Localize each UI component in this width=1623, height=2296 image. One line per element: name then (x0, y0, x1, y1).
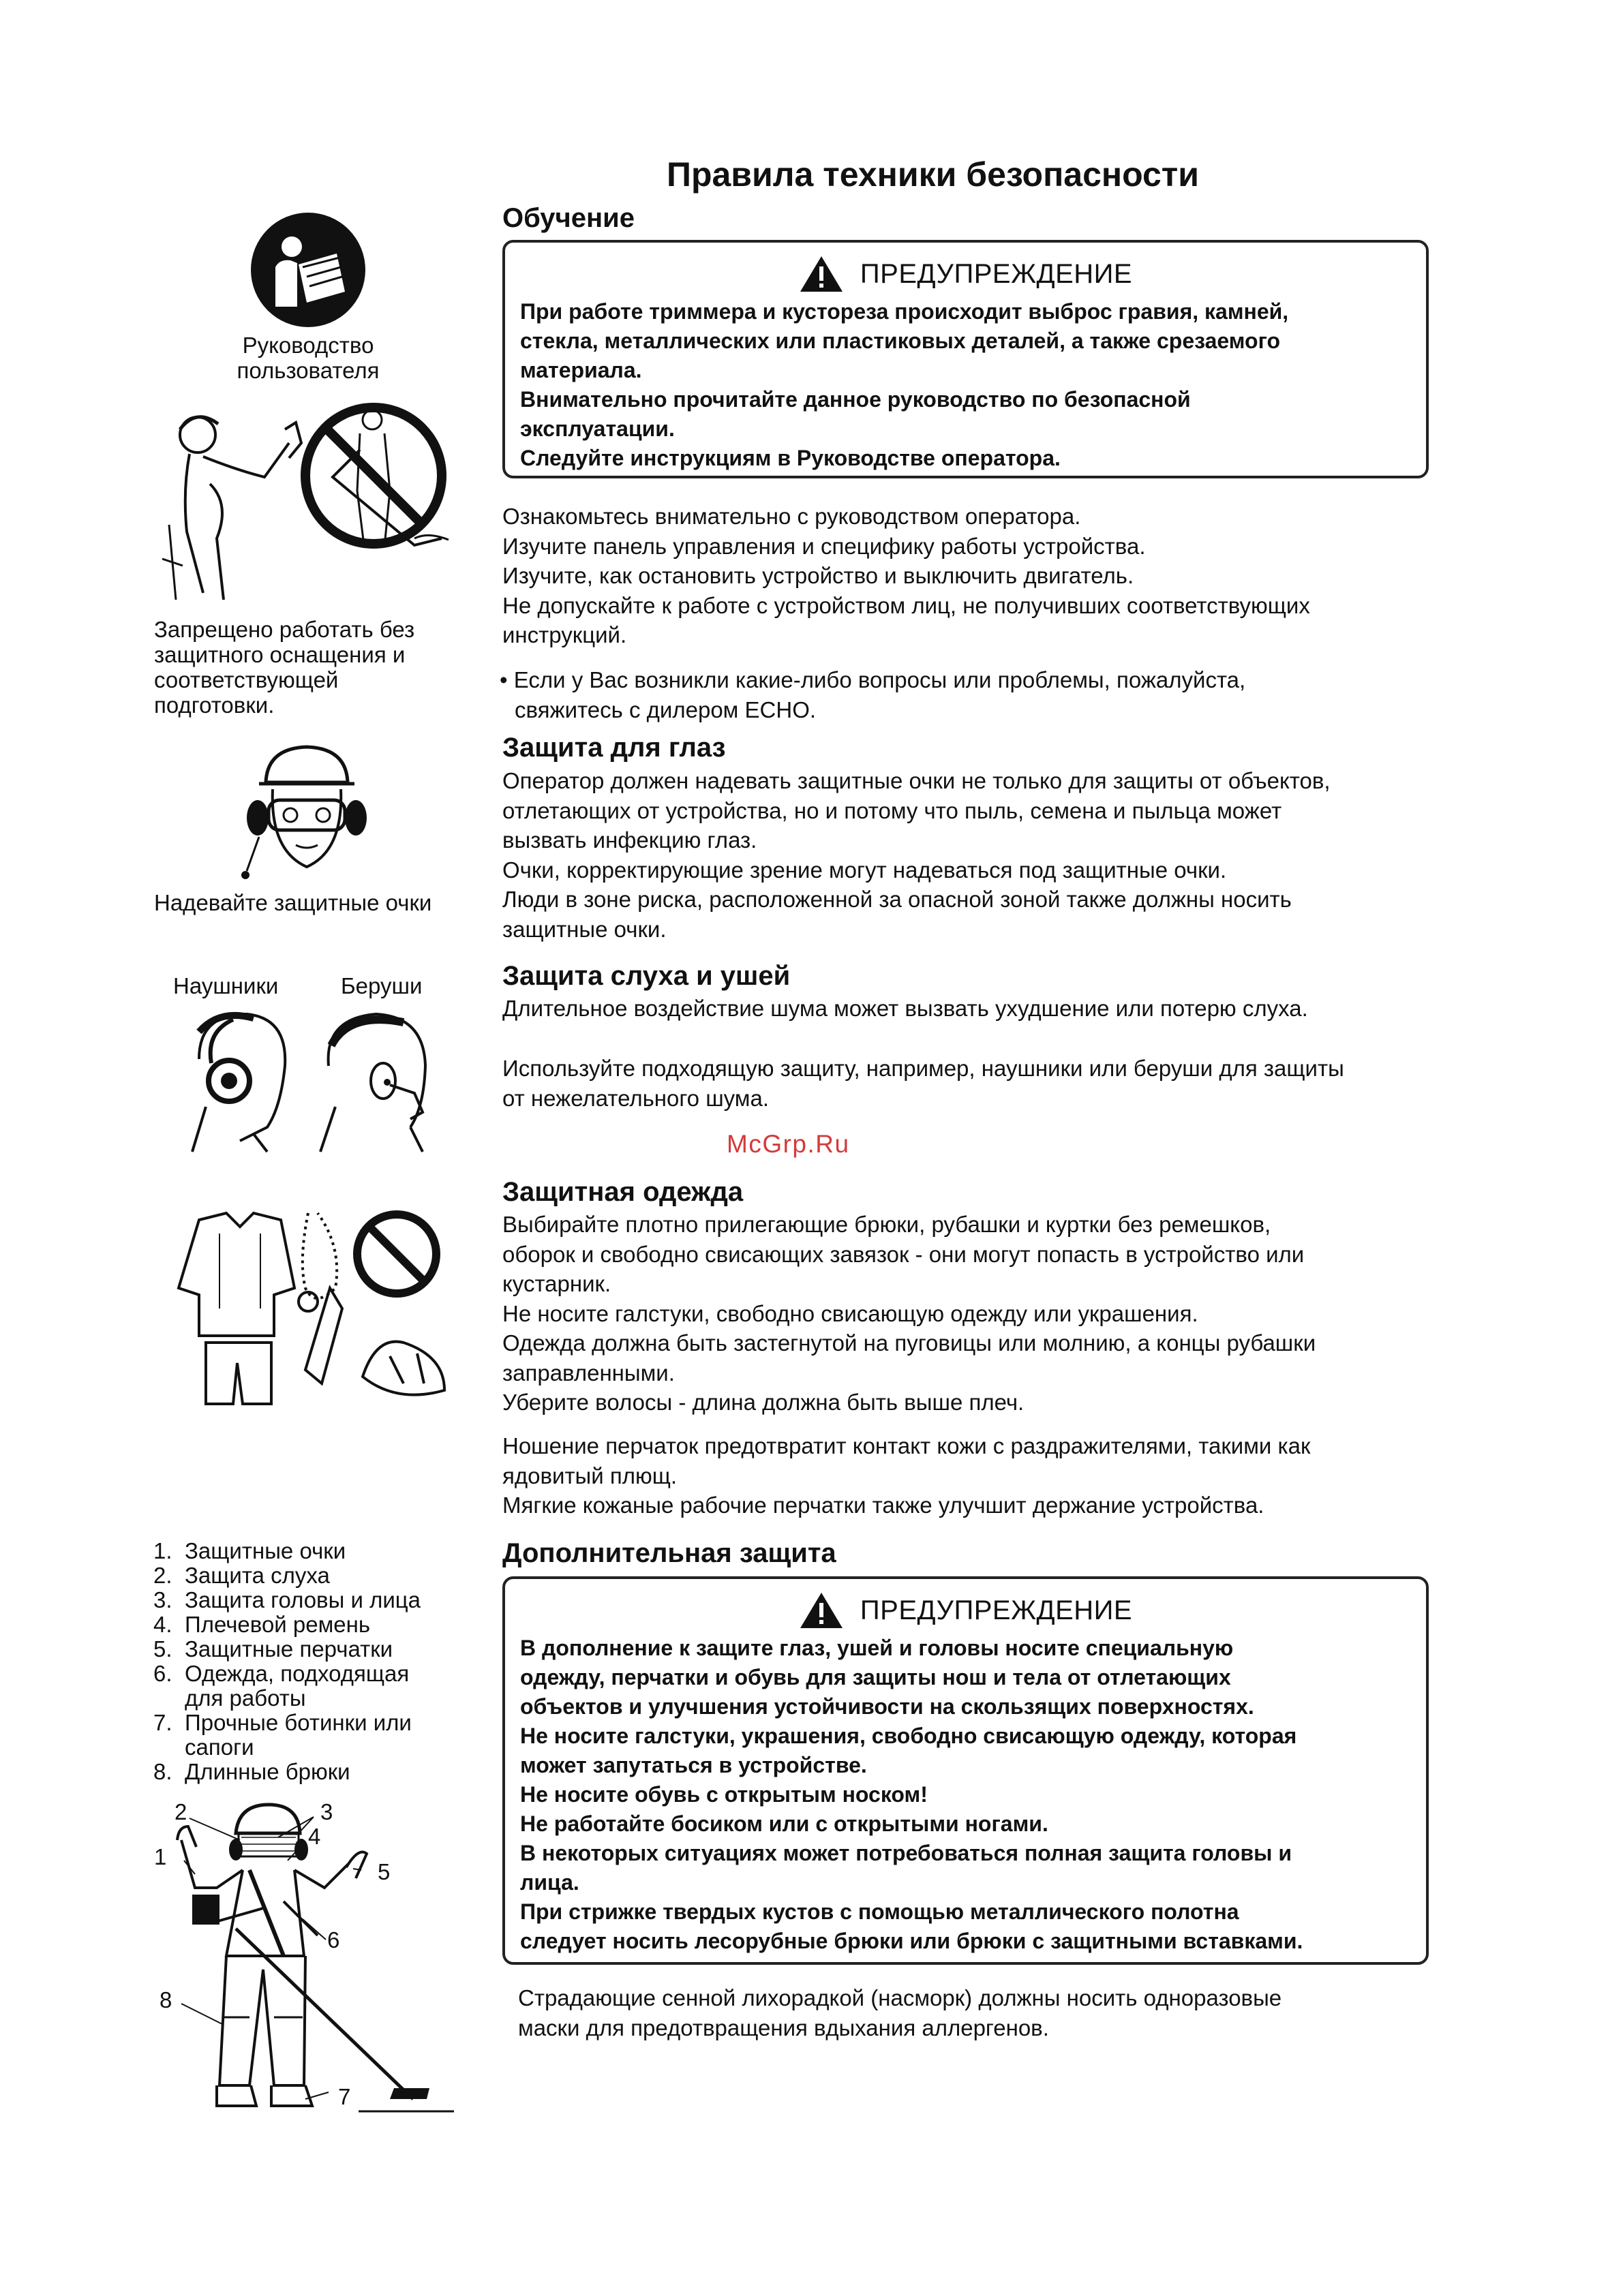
eye-protection-text: Оператор должен надевать защитные очки не только для защиты от объектов, отлетающих от устройства, но и потому что пыль, семена и пыльца может вызвать инфекцию глаз. Очки, корректирующие зрение могут надеваться под защитные очки. Люди в зоне риска, расположенной за опасной зоной также должны носить защитные очки. (502, 768, 1331, 942)
callout-7: 7 (338, 2084, 351, 2109)
callout-6: 6 (327, 1927, 340, 1953)
warning-box-additional (502, 1576, 1429, 1965)
heading-additional-protection: Дополнительная защита (502, 1538, 836, 1568)
ppe-list (153, 1539, 421, 1784)
operator-ppe-illustration (154, 1799, 474, 2133)
hearing-text-1: Длительное воздействие шума может вызвать ухудшение или потерю слуха. (502, 996, 1308, 1021)
callout-4: 4 (308, 1824, 321, 1849)
list-item: 4. Плечевой ремень (153, 1612, 371, 1637)
list-item: 1. Защитные очки (153, 1538, 346, 1563)
headphones-head-illustration (179, 1005, 301, 1154)
hay-fever-text: Страдающие сенной лихорадкой (насморк) должны носить одноразовые маски для предотвращения вдыхания аллергенов. (518, 1985, 1282, 2040)
training-bullet: • Если у Вас возникли какие-либо вопросы или проблемы, пожалуйста, свяжитесь с дилером ECHO. (500, 667, 1246, 722)
clothing-text-1: Выбирайте плотно прилегающие брюки, рубашки и куртки без ремешков, оборок и свободно свисающих завязок - они могут попасть в устройство или кустарник. Не носите галстуки, свободно свисающую одежду или украшения. Одежда должна быть застегнутой на пуговицы или молнию, а концы рубашки заправленными. Уберите волосы - длина должна быть выше плеч. (502, 1212, 1316, 1415)
list-item: 3. Защита головы и лица (153, 1587, 421, 1612)
warning-text: При работе триммера и кустореза происходит выброс гравия, камней, стекла, металлических или пластиковых деталей, а также срезаемого материала. Внимательно прочитайте данное руководство по безопасной эксплуатации. Следуйте инструкциям в Руководстве оператора. (520, 299, 1289, 470)
caption-earplugs: Беруши (341, 973, 423, 998)
list-item: 5. Защитные перчатки (153, 1636, 393, 1662)
page-title: Правила техники безопасности (667, 155, 1200, 194)
book-reader-icon (249, 211, 367, 328)
caption-no-work: Запрещено работать без защитного оснащения и соответствующей подготовки. (154, 617, 415, 718)
clothing-text-2: Ношение перчаток предотвратит контакт кожи с раздражителями, такими как ядовитый плющ. Мягкие кожаные рабочие перчатки также улучшит держание устройства. (502, 1433, 1311, 1518)
callout-2: 2 (175, 1799, 187, 1824)
caption-goggles: Надевайте защитные очки (154, 890, 432, 915)
caption-manual: Руководство пользователя (237, 333, 380, 383)
warning-title: ПРЕДУПРЕЖДЕНИЕ (860, 258, 1133, 289)
goggles-head-illustration (232, 741, 382, 885)
list-item: 6. Одежда, подходящая для работы (153, 1661, 410, 1711)
heading-training: Обучение (502, 203, 635, 233)
callout-3: 3 (320, 1799, 333, 1824)
caption-headphones: Наушники (173, 973, 279, 998)
warning-triangle-icon (799, 255, 844, 293)
warning-text: В дополнение к защите глаз, ушей и головы носите специальную одежду, перчатки и обувь для защиты нош и тела от отлетающих объектов и улучшения устойчивости на скользящих поверхностях. Не носите галстуки, украшения, свободно свисающую одежду, которая может запутаться в устройстве. Не носите обувь с открытым носком! Не работайте босиком или с открытыми ногами. В некоторых ситуациях может потребоваться полная защита головы и лица. При стрижке твердых кустов с помощью металлического полотна следует носить лесорубные брюки или брюки с защитными вставками. (520, 1636, 1303, 1953)
earplugs-head-illustration (308, 1005, 444, 1154)
warning-box-training (502, 240, 1429, 478)
clothing-illustration (172, 1206, 451, 1418)
no-work-illustration (155, 395, 462, 613)
callout-5: 5 (378, 1859, 391, 1884)
list-item: 7. Прочные ботинки или сапоги (153, 1710, 412, 1760)
list-item: 2. Защита слуха (153, 1563, 330, 1588)
callout-1: 1 (154, 1844, 167, 1869)
callout-8: 8 (160, 1987, 172, 2012)
list-item: 8. Длинные брюки (153, 1759, 350, 1784)
training-text: Ознакомьтесь внимательно с руководством оператора. Изучите панель управления и специфику работы устройства. Изучите, как остановить устройство и выключить двигатель. Не допускайте к работе с устройством лиц, не получивших соответствующих инструкций. (502, 504, 1310, 647)
heading-eye-protection: Защита для глаз (502, 733, 726, 763)
warning-triangle-icon (799, 1591, 844, 1629)
watermark: McGrp.Ru (727, 1130, 850, 1158)
heading-protective-clothing: Защитная одежда (502, 1177, 744, 1207)
warning-title: ПРЕДУПРЕЖДЕНИЕ (860, 1595, 1133, 1625)
heading-hearing-protection: Защита слуха и ушей (502, 961, 791, 991)
hearing-text-2: Используйте подходящую защиту, например, наушники или беруши для защиты от нежелательного шума. (502, 1056, 1344, 1111)
